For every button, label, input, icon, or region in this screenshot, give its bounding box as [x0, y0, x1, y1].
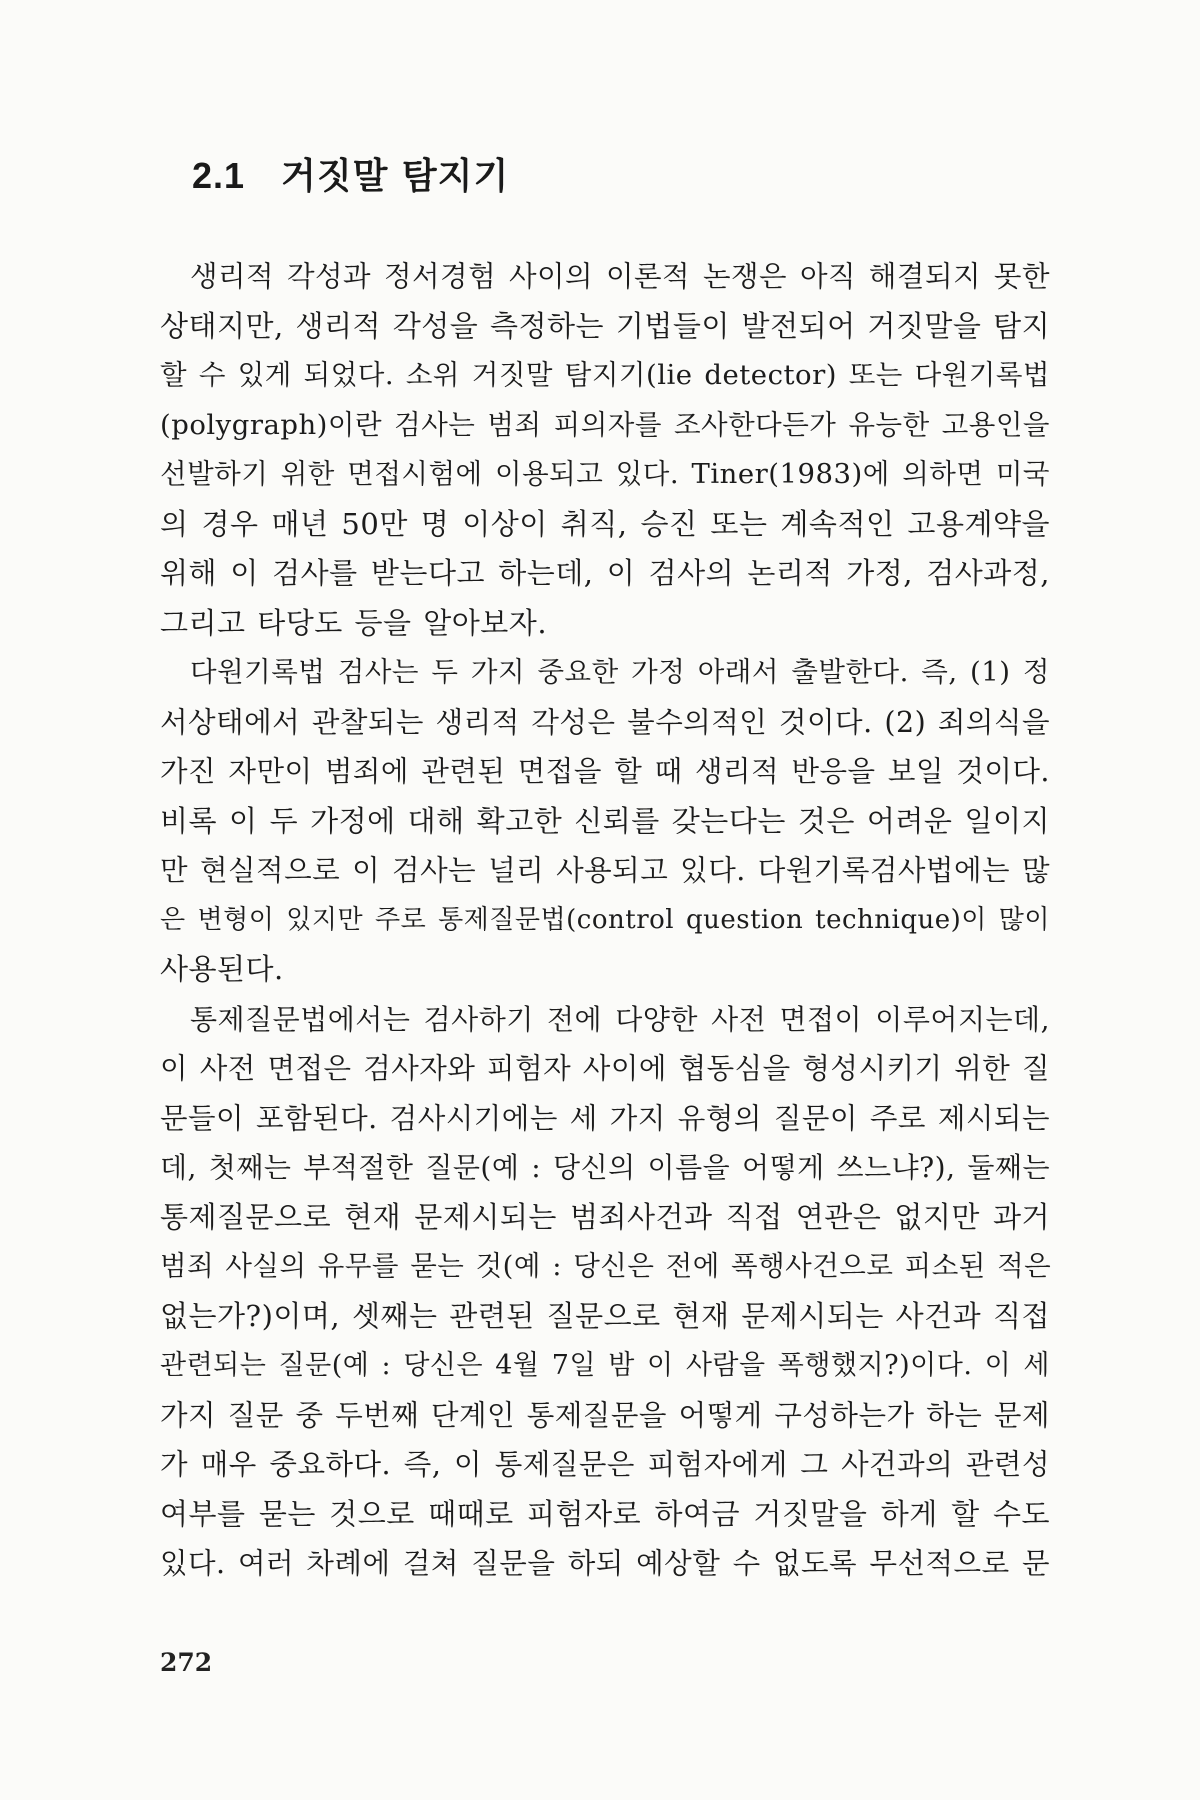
text-line: 통제질문으로 현재 문제시되는 범죄사건과 직접 연관은 없지만 과거: [160, 1199, 1050, 1234]
text-line: 가 매우 중요하다. 즉, 이 통제질문은 피험자에게 그 사건과의 관련성: [160, 1448, 1050, 1481]
text-line: 서상태에서 관찰되는 생리적 각성은 불수의적인 것이다. (2) 죄의식을: [160, 705, 1050, 739]
text-line: 범죄 사실의 유무를 묻는 것(예 : 당신은 전에 폭행사건으로 피소된 적은: [160, 1250, 1052, 1282]
text-line: 관련되는 질문(예 : 당신은 4월 7일 밤 이 사람을 폭행했지?)이다. 이 세: [160, 1350, 1050, 1381]
text-line: 사용된다.: [160, 952, 284, 986]
text-line: 가지 질문 중 두번째 단계인 통제질문을 어떻게 구성하는가 하는 문제: [160, 1398, 1050, 1432]
text-line: 이 사전 면접은 검사자와 피험자 사이에 협동심을 형성시키기 위한 질: [160, 1052, 1050, 1085]
text-line: 있다. 여러 차례에 걸쳐 질문을 하되 예상할 수 없도록 무선적으로 문: [160, 1547, 1050, 1580]
text-line: 그리고 타당도 등을 알아보자.: [160, 605, 548, 640]
text-line: 데, 첫째는 부적절한 질문(예 : 당신의 이름을 어떻게 쓰느냐?), 둘째는: [160, 1151, 1050, 1184]
text-line: 다원기록법 검사는 두 가지 중요한 가정 아래서 출발한다. 즉, (1) 정: [190, 656, 1050, 688]
text-line: 통제질문법에서는 검사하기 전에 다양한 사전 면접이 이루어지는데,: [190, 1002, 1050, 1036]
text-line: 가진 자만이 범죄에 관련된 면접을 할 때 생리적 반응을 보일 것이다.: [160, 755, 1050, 788]
text-line: 선발하기 위한 면접시험에 이용되고 있다. Tiner(1983)에 의하면 미국: [160, 458, 1050, 490]
text-line: 위해 이 검사를 받는다고 하는데, 이 검사의 논리적 가정, 검사과정,: [160, 556, 1050, 590]
text-line: 문들이 포함된다. 검사시기에는 세 가지 유형의 질문이 주로 제시되는: [160, 1101, 1050, 1135]
text-line: 은 변형이 있지만 주로 통제질문법(control question technique)이 많이: [160, 904, 1050, 935]
body-text: [160, 252, 1050, 1589]
text-line: 여부를 묻는 것으로 때때로 피험자로 하여금 거짓말을 하게 할 수도: [160, 1496, 1050, 1531]
text-line: 상태지만, 생리적 각성을 측정하는 기법들이 발전되어 거짓말을 탐지: [160, 308, 1051, 343]
text-line: (polygraph)이란 검사는 범죄 피의자를 조사한다든가 유능한 고용인을: [160, 408, 1050, 441]
text-line: 의 경우 매년 50만 명 이상이 취직, 승진 또는 계속적인 고용계약을: [160, 506, 1050, 541]
text-line: 비록 이 두 가정에 대해 확고한 신뢰를 갖는다는 것은 어려운 일이지: [160, 803, 1050, 838]
page-number: 272: [160, 1648, 213, 1677]
section-heading: [192, 148, 509, 199]
text-line: 없는가?)이며, 셋째는 관련된 질문으로 현재 문제시되는 사건과 직접: [160, 1298, 1050, 1333]
text-line: 할 수 있게 되었다. 소위 거짓말 탐지기(lie detector) 또는 다원기록법: [160, 359, 1050, 391]
text-line: 생리적 각성과 정서경험 사이의 이론적 논쟁은 아직 해결되지 못한: [190, 260, 1050, 293]
section-number: 2.1: [192, 155, 246, 196]
text-line: 만 현실적으로 이 검사는 널리 사용되고 있다. 다원기록검사법에는 많: [160, 854, 1050, 887]
section-title: 거짓말 탐지기: [281, 156, 510, 197]
